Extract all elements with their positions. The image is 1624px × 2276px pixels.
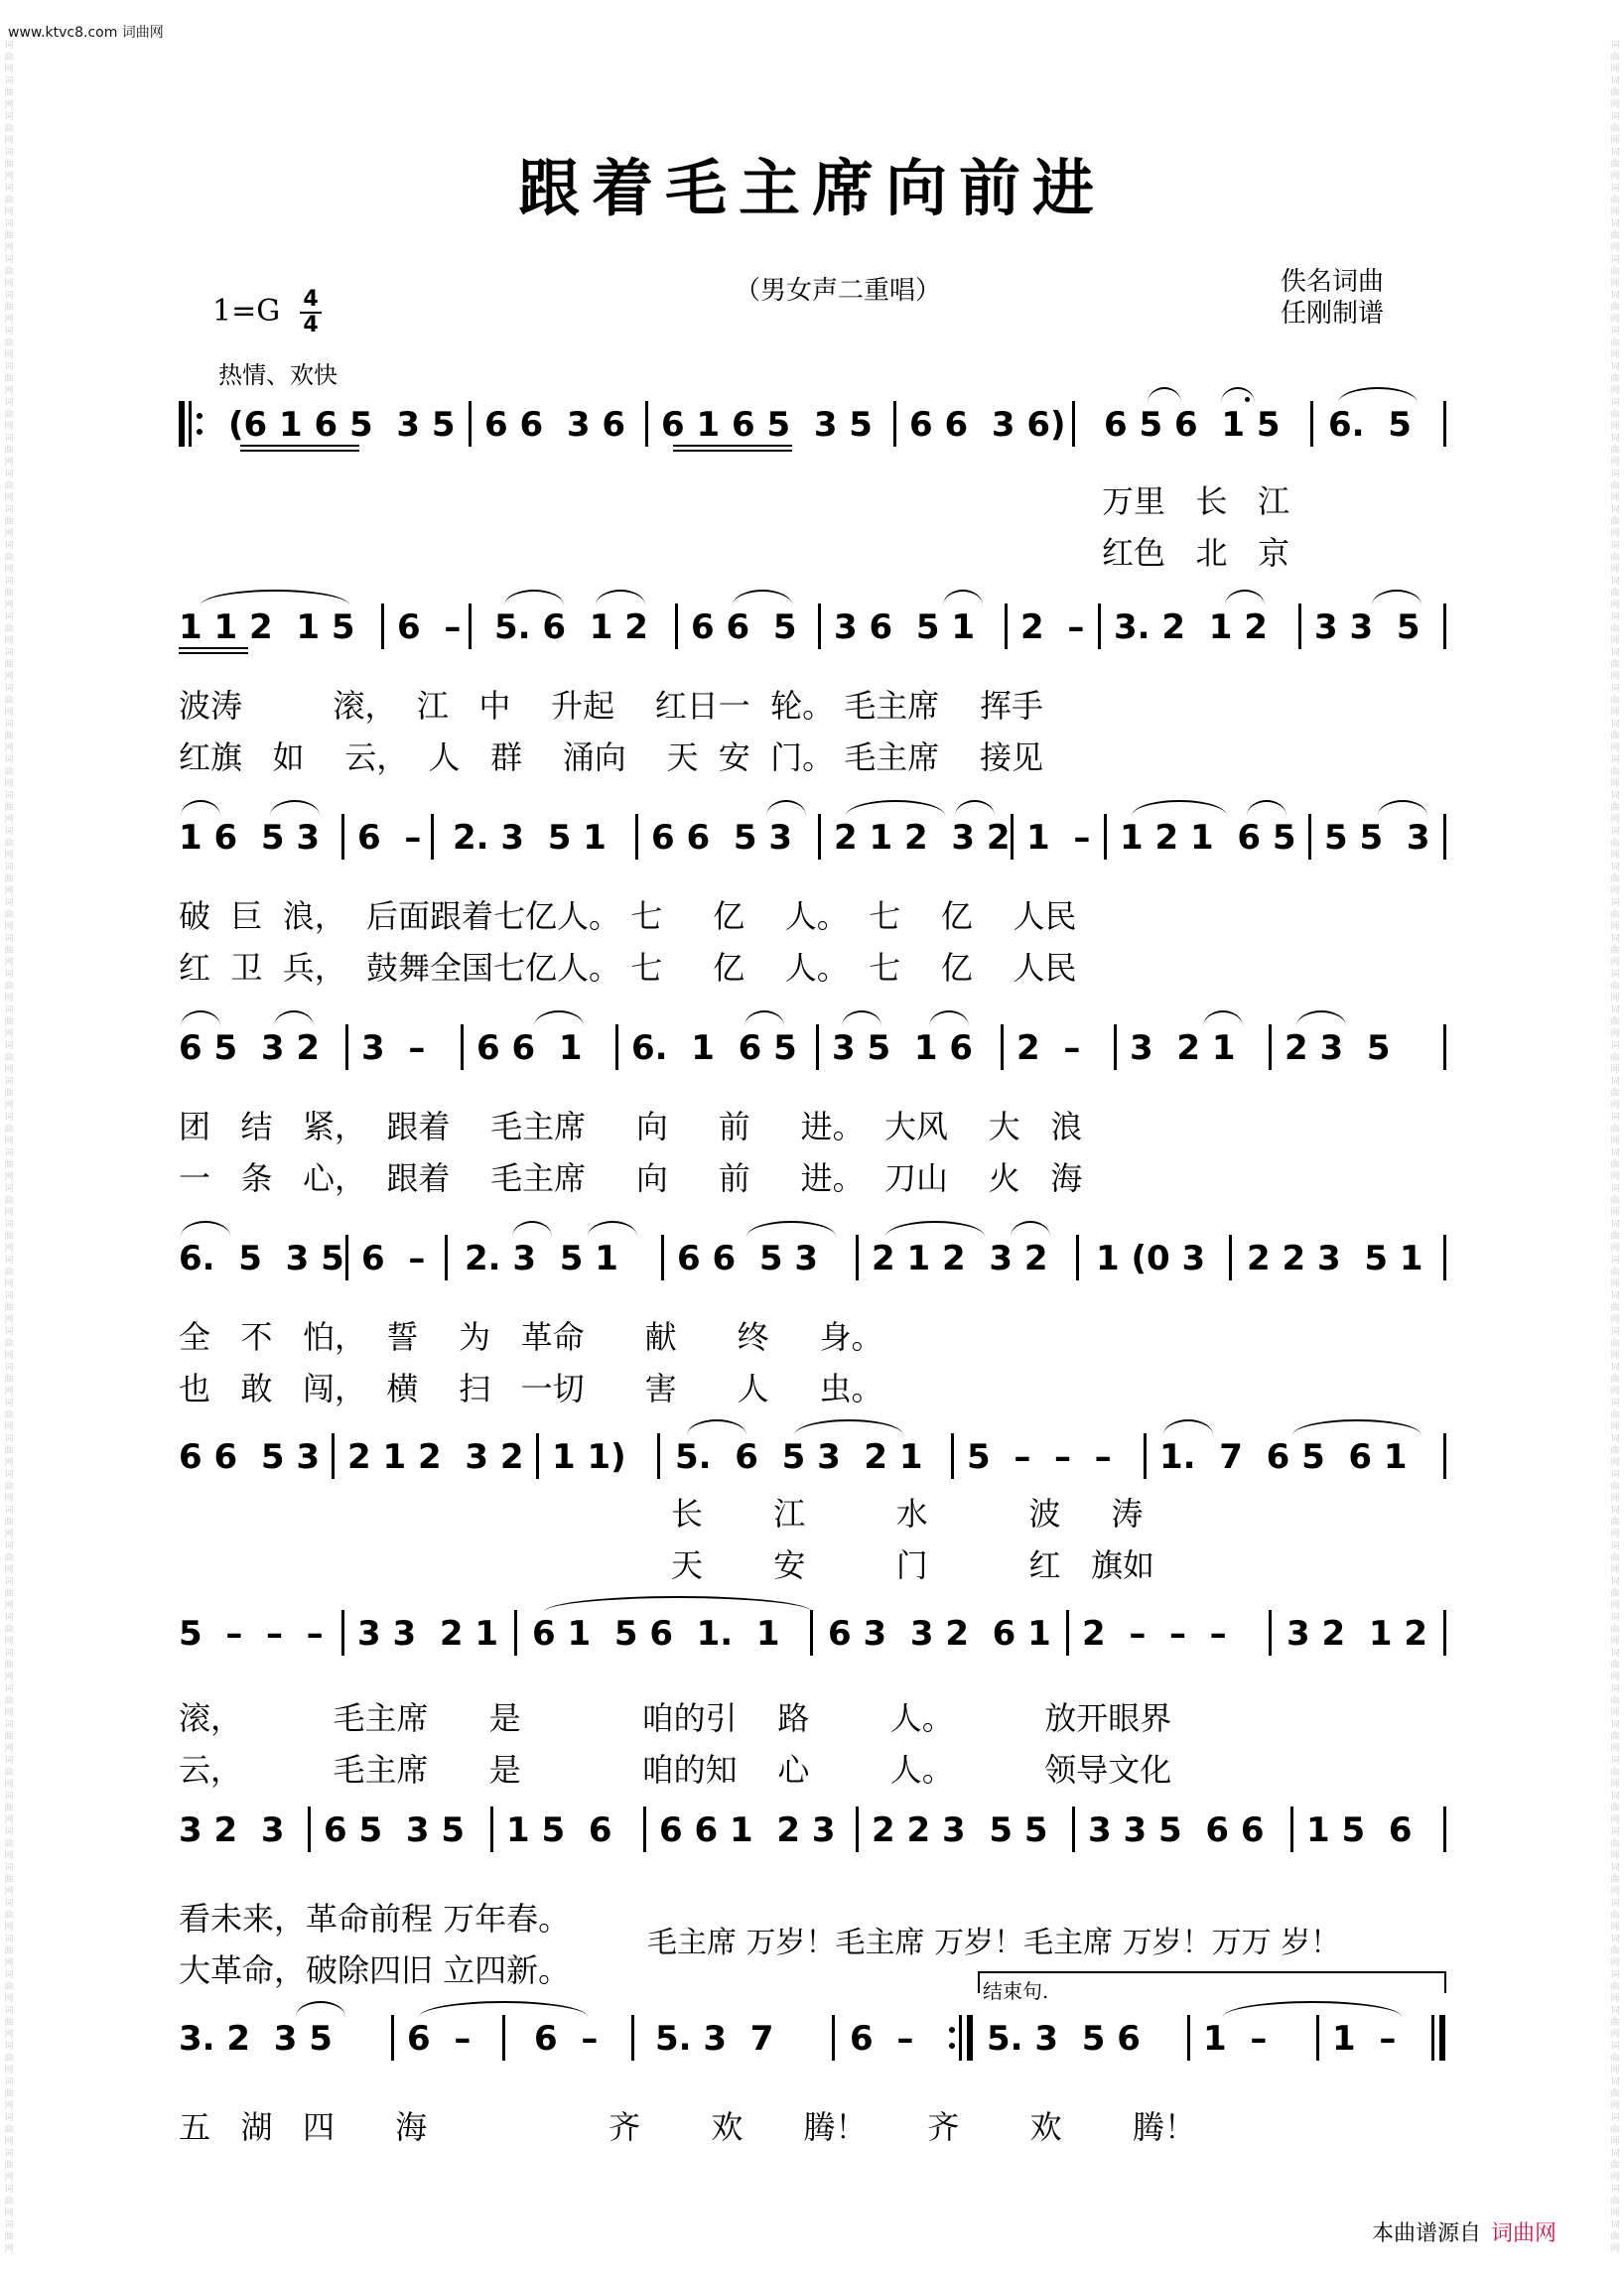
margin-watermark-right: 词曲网词曲网词曲网词曲网词曲网词曲网词曲网词曲网词曲网词曲网词曲网词曲网词曲网词曲网词曲网词曲网词曲网词曲网词曲网词曲网词曲网词曲网词曲网词曲网词曲网词曲网词曲网词曲网词曲网词曲网词曲网词曲网词曲网词曲网词曲网词曲网词曲网词曲网词曲网词曲网词曲网词曲网词曲网词曲网词曲网词曲网词曲网词曲网词曲网词曲网词曲网词曲网词曲网词曲网词曲网词曲网词曲网词曲网词曲网词曲网词曲网词曲网	[1610, 41, 1620, 2254]
measure: 1 5 6	[1306, 1810, 1413, 1850]
barline	[635, 814, 638, 860]
slur	[885, 1221, 985, 1237]
barline	[1290, 1807, 1293, 1852]
measure: 6 1 5 6 1. 1	[532, 1614, 780, 1654]
barline	[643, 1807, 646, 1852]
watermark-url: www.ktvc8.com 词曲网	[8, 25, 164, 41]
barline	[1269, 1610, 1272, 1656]
barline	[1443, 1433, 1446, 1479]
measure: 6 5 3 2	[179, 1028, 320, 1068]
measure: 6 –	[361, 1239, 426, 1278]
measure: 3 2 1	[1130, 1028, 1236, 1068]
slur	[1338, 387, 1418, 403]
lyrics-verse-1: 破 巨 浪， 后面跟着七亿人。 七 亿 人。 七 亿 人民	[179, 897, 1077, 935]
lyrics-verse-1: 全 不 怕， 誓 为 革命 献 终 身。	[179, 1318, 883, 1356]
beam	[673, 445, 792, 447]
barline	[332, 1433, 335, 1479]
slur	[846, 800, 945, 816]
barline	[381, 603, 384, 649]
measure: 6 6 5 3	[677, 1239, 818, 1278]
measure: 1 1)	[552, 1437, 626, 1477]
staff-system-5	[171, 1235, 1461, 1280]
measure: 3 3 5	[1314, 607, 1421, 647]
barline	[308, 1807, 311, 1852]
slur	[1221, 387, 1255, 403]
slur	[544, 1596, 812, 1612]
measure: 1 1 2 1 5	[179, 607, 355, 647]
measure: 2 3 5	[1285, 1028, 1391, 1068]
slur	[296, 2001, 345, 2017]
measure: 2 –	[1016, 1028, 1081, 1068]
slur	[270, 800, 320, 816]
measure: 6 –	[534, 2019, 599, 2059]
beam	[673, 450, 792, 452]
measure: 1 (0 3	[1096, 1239, 1206, 1278]
barline	[1104, 814, 1107, 860]
measure: 2 1 2 3 2	[834, 818, 1011, 858]
slur	[419, 2001, 588, 2017]
barline	[951, 1433, 954, 1479]
tempo-marking: 热情、欢快	[218, 361, 338, 389]
barline	[345, 1024, 348, 1070]
lyrics-verse-1: 看未来，革命前程 万年春。	[179, 1900, 571, 1938]
measure: 3 2 1 2	[1286, 1614, 1427, 1654]
slur	[504, 590, 564, 605]
slur	[1132, 800, 1227, 816]
measure: 5 5 3	[1324, 818, 1430, 858]
measure: 6 –	[357, 818, 422, 858]
credit-lyrics-music: 佚名词曲	[1281, 267, 1385, 297]
lyrics-verse-2: 天 安 门 红 旗如	[671, 1546, 1154, 1584]
measure: 6 3 3 2 6 1	[828, 1614, 1051, 1654]
lyrics-verse-1: 万里 长 江	[1102, 482, 1290, 520]
barline	[1443, 603, 1446, 649]
measure: 6 6 3 6	[484, 405, 625, 445]
barline	[1011, 814, 1014, 860]
measure: 1 5 6	[506, 1810, 612, 1850]
measure: (6 1 6 5 3 5	[228, 405, 456, 445]
barline	[189, 401, 192, 447]
slur	[842, 1010, 881, 1026]
barline	[818, 603, 821, 649]
slur	[1203, 1010, 1243, 1026]
slur	[1148, 387, 1181, 403]
slur	[1247, 800, 1286, 816]
octave-dot-high	[1245, 397, 1250, 402]
measure: 6. 5	[1328, 405, 1412, 445]
repeat-end-thick-bar	[967, 2015, 973, 2061]
measure: 2 2 3 5 1	[1247, 1239, 1423, 1278]
barline	[1001, 1024, 1004, 1070]
barline	[1443, 1807, 1446, 1852]
slur	[181, 800, 220, 816]
barline	[1072, 401, 1075, 447]
staff-system-9	[171, 2015, 1461, 2061]
barline	[1298, 603, 1301, 649]
slur	[181, 1010, 220, 1026]
measure: 5. 3 7	[655, 2019, 774, 2059]
staff-system-1	[171, 401, 1461, 447]
slur	[512, 1221, 552, 1237]
barline	[1076, 1235, 1079, 1280]
measure: 6 6 5	[691, 607, 797, 647]
barline	[1316, 2015, 1319, 2061]
measure: 3 5 1 6	[832, 1028, 973, 1068]
beam	[179, 652, 248, 654]
lyrics-verse-1: 长 江 水 波 涛	[671, 1495, 1144, 1533]
barline	[469, 401, 472, 447]
barline	[615, 1024, 618, 1070]
measure: 6 6 5 3	[651, 818, 792, 858]
barline	[818, 814, 821, 860]
barline	[657, 1433, 660, 1479]
barline	[391, 2015, 394, 2061]
measure: 3 2 3	[179, 1810, 285, 1850]
lyrics-ending: 五 湖 四 海 齐 欢 腾！ 齐 欢 腾！	[179, 2108, 1196, 2146]
beam	[179, 647, 248, 649]
slur	[534, 1010, 584, 1026]
final-ending-label: 结束句.	[983, 1979, 1049, 2003]
slur	[766, 800, 806, 816]
slur	[794, 1419, 903, 1435]
song-title: 跟着毛主席向前进	[517, 152, 1106, 224]
slur	[1011, 1221, 1050, 1237]
measure: 3 –	[361, 1028, 426, 1068]
slur	[687, 1419, 746, 1435]
time-signature	[300, 288, 322, 337]
measure: 2 1 2 3 2	[872, 1239, 1048, 1278]
measure: 2 – – –	[1082, 1614, 1227, 1654]
slur	[955, 800, 995, 816]
barline	[514, 1610, 517, 1656]
slur	[1372, 590, 1421, 605]
barline	[445, 1235, 448, 1280]
barline	[816, 1024, 819, 1070]
barline	[1310, 401, 1313, 447]
barline	[832, 2015, 835, 2061]
barline	[1066, 1610, 1069, 1656]
measure: 2 1 2 3 2	[347, 1437, 524, 1477]
beam	[240, 450, 359, 452]
slur	[1296, 1010, 1346, 1026]
measure: 5. 6 5 3 2 1	[675, 1437, 923, 1477]
slur	[1163, 1419, 1213, 1435]
barline	[810, 1610, 813, 1656]
barline	[1443, 401, 1446, 447]
footer-source	[1372, 2216, 1556, 2247]
lyrics-verse-2: 一 条 心， 跟着 毛主席 向 前 进。 刀山 火 海	[179, 1159, 1083, 1197]
meter-bottom: 4	[300, 312, 322, 337]
measure: 6 5 3 5	[324, 1810, 465, 1850]
lyrics-coda-chant: 毛主席 万岁！毛主席 万岁！毛主席 万岁！万万 岁！	[647, 1926, 1341, 1960]
barline	[536, 1433, 539, 1479]
beam	[240, 445, 359, 447]
staff-system-7	[171, 1610, 1461, 1656]
slur	[1378, 800, 1427, 816]
slur	[274, 1010, 314, 1026]
barline	[431, 814, 434, 860]
slur	[1292, 1419, 1421, 1435]
measure: 1 –	[1026, 818, 1091, 858]
measure: 3. 2 1 2	[1114, 607, 1268, 647]
lyrics-verse-2: 红 卫 兵， 鼓舞全国七亿人。 七 亿 人。 七 亿 人民	[179, 949, 1077, 987]
barline	[893, 401, 896, 447]
meter-top: 4	[303, 287, 319, 312]
slur	[943, 590, 983, 605]
barline	[345, 1235, 348, 1280]
barline	[1443, 814, 1446, 860]
lyrics-verse-2: 红旗 如 云， 人 群 涌向 天 安 门。 毛主席 接见	[179, 738, 1043, 776]
measure: 1 2 1 6 5	[1120, 818, 1296, 858]
measure: 6 5 6 1 5	[1104, 405, 1281, 445]
barline	[1187, 2015, 1190, 2061]
credit-transcriber: 任刚制谱	[1281, 299, 1385, 329]
slur	[201, 590, 349, 605]
measure: 1 6 5 3	[179, 818, 320, 858]
barline	[959, 2015, 962, 2061]
measure: 5 – – –	[967, 1437, 1112, 1477]
measure: 3. 2 3 5	[179, 2019, 333, 2059]
measure: 2. 3 5 1	[465, 1239, 618, 1278]
lyrics-verse-1: 波涛 滚， 江 中 升起 红日一 轮。 毛主席 挥手	[179, 687, 1043, 725]
staff-system-4	[171, 1024, 1461, 1070]
barline	[856, 1235, 859, 1280]
slur	[733, 590, 792, 605]
barline	[1431, 2015, 1434, 2061]
slur	[588, 1221, 637, 1237]
key-signature: 1=G	[212, 294, 281, 329]
slur	[181, 1221, 230, 1237]
measure: 1. 7 6 5 6 1	[1159, 1437, 1408, 1477]
barline	[661, 1235, 664, 1280]
barline	[1229, 1235, 1232, 1280]
barline	[1443, 1024, 1446, 1070]
measure: 6 6 3 6)	[909, 405, 1066, 445]
barline	[1443, 1235, 1446, 1280]
measure: 3 6 5 1	[834, 607, 975, 647]
measure: 6 –	[407, 2019, 472, 2059]
repeat-dot	[949, 2027, 955, 2033]
staff-system-2	[171, 603, 1461, 649]
footer-source-text: 本曲谱源自	[1372, 2221, 1482, 2246]
margin-watermark-left: 词曲网词曲网词曲网词曲网词曲网词曲网词曲网词曲网词曲网词曲网词曲网词曲网词曲网词曲网词曲网词曲网词曲网词曲网词曲网词曲网词曲网词曲网词曲网词曲网词曲网词曲网词曲网词曲网词曲网词曲网词曲网词曲网词曲网词曲网词曲网词曲网词曲网词曲网词曲网词曲网词曲网词曲网词曲网词曲网词曲网词曲网词曲网词曲网词曲网词曲网词曲网词曲网词曲网词曲网词曲网词曲网词曲网词曲网词曲网词曲网词曲网词曲网	[4, 41, 14, 2254]
staff-system-3	[171, 814, 1461, 860]
measure: 6. 5 3 5	[179, 1239, 344, 1278]
barline	[631, 2015, 634, 2061]
barline	[490, 1807, 493, 1852]
barline	[1443, 1610, 1446, 1656]
barline	[1144, 1433, 1147, 1479]
measure: 6 1 6 5 3 5	[661, 405, 873, 445]
barline	[1269, 1024, 1272, 1070]
song-credits	[1281, 266, 1384, 330]
measure: 1 –	[1203, 2019, 1268, 2059]
barline	[856, 1807, 859, 1852]
slur	[744, 1010, 784, 1026]
measure: 6 –	[850, 2019, 914, 2059]
lyrics-verse-2: 云， 毛主席 是 咱的知 心 人。 领导文化	[179, 1751, 1172, 1789]
measure: 5 – – –	[179, 1614, 324, 1654]
final-thick-bar	[1439, 2015, 1445, 2061]
song-subtitle: （男女声二重唱）	[735, 276, 942, 306]
measure: 6. 1 6 5	[631, 1028, 797, 1068]
measure: 2. 3 5 1	[453, 818, 607, 858]
measure: 1 –	[1332, 2019, 1397, 2059]
barline	[1308, 814, 1311, 860]
footer-site-link[interactable]: 词曲网	[1491, 2221, 1557, 2246]
lyrics-verse-1: 团 结 紧， 跟着 毛主席 向 前 进。 大风 大 浪	[179, 1108, 1083, 1145]
measure: 5. 6 1 2	[494, 607, 648, 647]
barline	[675, 603, 678, 649]
barline	[1114, 1024, 1117, 1070]
staff-system-6	[171, 1433, 1461, 1479]
slur	[929, 1010, 969, 1026]
barline	[1005, 603, 1008, 649]
barline	[461, 1024, 464, 1070]
barline	[341, 814, 344, 860]
measure: 2 2 3 5 5	[872, 1810, 1048, 1850]
measure: 6 6 1 2 3	[659, 1810, 836, 1850]
lyrics-verse-2: 也 敢 闯， 横 扫 一切 害 人 虫。	[179, 1370, 883, 1407]
barline	[469, 603, 472, 649]
repeat-dot	[197, 413, 203, 419]
repeat-dot	[949, 2043, 955, 2049]
measure: 6 –	[397, 607, 462, 647]
slur	[1225, 590, 1265, 605]
measure: 2 –	[1020, 607, 1085, 647]
measure: 6 6 1	[476, 1028, 583, 1068]
lyrics-verse-2: 红色 北 京	[1102, 534, 1290, 572]
barline	[645, 401, 648, 447]
measure: 3 3 5 6 6	[1088, 1810, 1265, 1850]
barline	[1098, 603, 1101, 649]
slur	[746, 1221, 836, 1237]
measure: 6 6 5 3	[179, 1437, 320, 1477]
staff-system-8	[171, 1807, 1461, 1852]
lyrics-verse-2: 大革命，破除四旧 立四新。	[179, 1951, 571, 1989]
repeat-dot	[197, 429, 203, 435]
repeat-start-thick-bar	[179, 401, 185, 447]
barline	[1072, 1807, 1075, 1852]
barline	[502, 2015, 505, 2061]
measure: 5. 3 5 6	[987, 2019, 1141, 2059]
barline	[341, 1610, 344, 1656]
measure: 3 3 2 1	[357, 1614, 498, 1654]
slur	[596, 590, 645, 605]
lyrics-verse-1: 滚， 毛主席 是 咱的引 路 人。 放开眼界	[179, 1699, 1172, 1737]
slur	[1223, 2001, 1402, 2017]
